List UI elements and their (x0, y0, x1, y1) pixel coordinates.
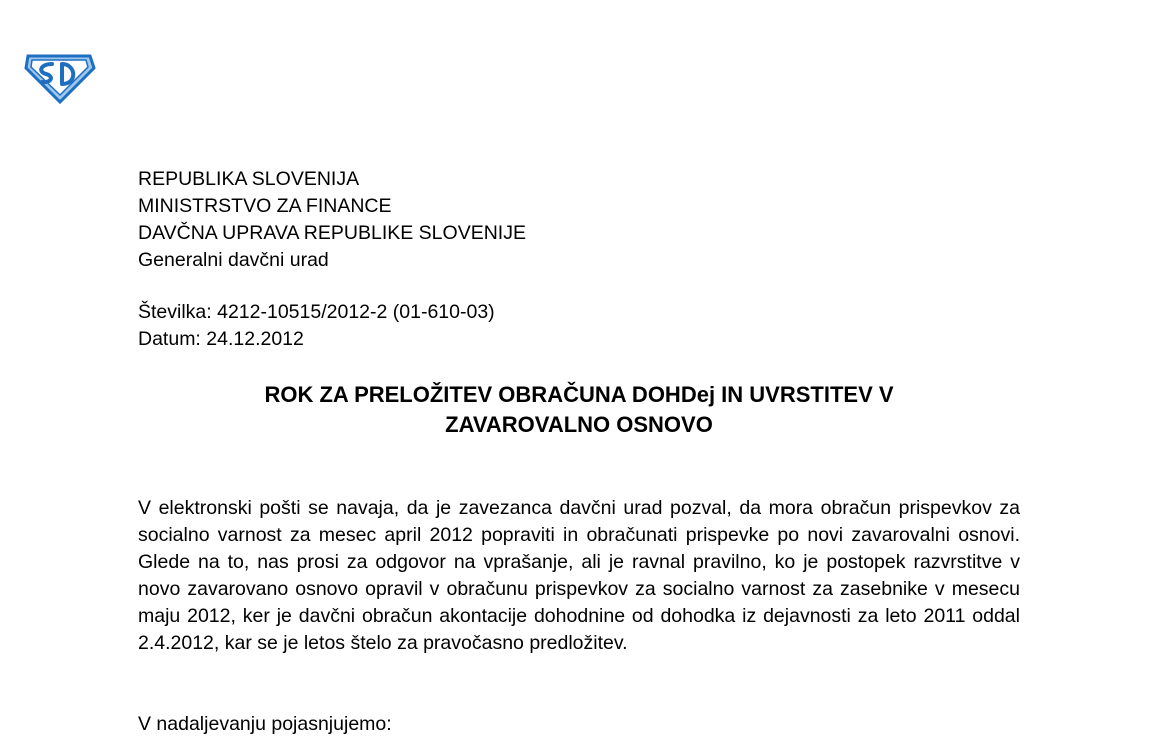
logo (22, 50, 96, 104)
document-title (138, 380, 1020, 440)
document-date: Datum: 24.12.2012 (138, 328, 304, 350)
header-line-tax-authority: DAVČNA UPRAVA REPUBLIKE SLOVENIJE (138, 222, 526, 244)
document-number: Številka: 4212-10515/2012-2 (01-610-03) (138, 301, 495, 323)
header-line-ministry: MINISTRSTVO ZA FINANCE (138, 195, 392, 217)
header-line-country: REPUBLIKA SLOVENIJA (138, 168, 360, 190)
title-line-1: ROK ZA PRELOŽITEV OBRAČUNA DOHDej IN UVRSTITEV V (264, 382, 894, 407)
issuer-header (138, 166, 526, 274)
body-paragraph-1: V elektronski pošti se navaja, da je zavezanca davčni urad pozval, da mora obračun prispevkov za socialno varnost za mesec april 2012 popraviti in obračunati prispevke po novi zavarovalni osnovi. Glede na to, nas prosi za odgovor na vprašanje, ali je ravnal pravilno, ko je postopek razvrstitve v novo zavarovano osnovo opravil v obračunu prispevkov za socialno varnost za zasebnike v mesecu maju 2012, ker je davčni obračun akontacije dohodnine od dohodka iz dejavnosti za leto 2011 oddal 2.4.2012, kar se je letos štelo za pravočasno predložitev. (138, 497, 1020, 654)
title-line-2: ZAVAROVALNO OSNOVO (445, 412, 713, 437)
header-line-office: Generalni davčni urad (138, 249, 329, 271)
document-meta (138, 299, 495, 353)
body-paragraph-2: V nadaljevanju pojasnjujemo: (138, 713, 392, 735)
